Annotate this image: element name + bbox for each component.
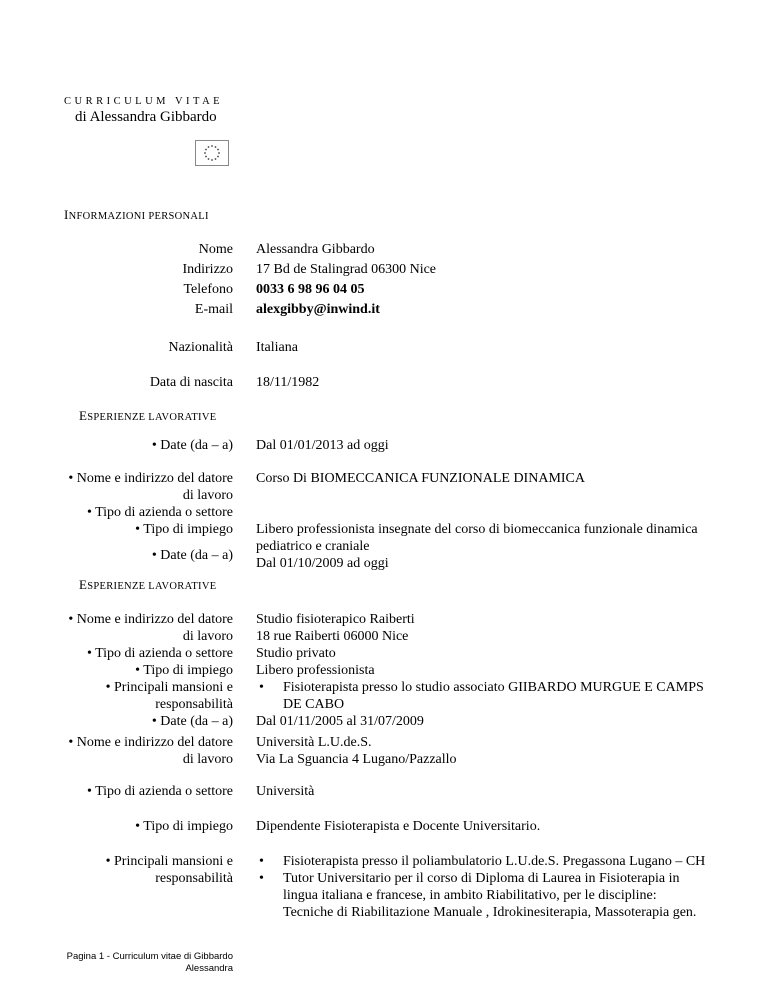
section-personal-heading <box>64 207 209 223</box>
label-date: • Date (da – a) <box>151 438 233 453</box>
label-duties-line1: • Principali mansioni e <box>105 680 233 695</box>
heading-rest: NFORMAZIONI PERSONALI <box>68 211 209 222</box>
label-job-type: • Tipo di impiego <box>135 522 233 537</box>
duty2-line3: Tecniche di Riabilitazione Manuale , Idrokinesiterapia, Massoterapia gen. <box>283 905 697 920</box>
footer-line1: Pagina 1 - Curriculum vitae di Gibbardo <box>66 951 233 962</box>
exp2-labels <box>60 611 233 730</box>
label-date2: • Date (da – a) <box>151 548 233 563</box>
page-footer <box>60 951 233 975</box>
exp3-label-employer <box>60 734 233 768</box>
label-employer-line1: • Nome e indirizzo del datore <box>68 612 233 627</box>
label-date: • Date (da – a) <box>151 714 233 729</box>
duty-item <box>256 679 728 713</box>
exp3-value-job-type: Dipendente Fisioterapista e Docente Universitario. <box>256 819 541 834</box>
label-company-type: • Tipo di azienda o settore <box>86 505 233 520</box>
label-duties-line2: responsabilità <box>155 871 233 886</box>
exp3-label-company-type: • Tipo di azienda o settore <box>86 784 233 799</box>
value-employer-line2: 18 rue Raiberti 06000 Nice <box>256 629 409 644</box>
section-exp1-heading <box>79 408 216 424</box>
label-duties-line2: responsabilità <box>155 697 233 712</box>
cv-title: CURRICULUM VITAE <box>64 96 224 107</box>
duty-item <box>256 853 728 870</box>
value-job-line2: pediatrico e craniale <box>256 539 370 554</box>
label-employer-line1: • Nome e indirizzo del datore <box>68 471 233 486</box>
heading-rest: SPERIENZE LAVORATIVE <box>87 581 217 592</box>
exp3-label-duties <box>60 853 233 887</box>
heading-cap: I <box>64 207 69 222</box>
value-date: Dal 01/01/2013 ad oggi <box>256 438 389 453</box>
label-address: Indirizzo <box>182 262 233 277</box>
value-date2: Dal 01/10/2009 ad oggi <box>256 556 389 571</box>
label-birth: Data di nascita <box>149 375 233 390</box>
exp3-value-company-type: Università <box>256 784 315 799</box>
duty2-line2: lingua italiana e francese, in ambito Riabilitativo, per le discipline: <box>283 888 657 903</box>
exp2-values <box>256 611 728 730</box>
value-nationality: Italiana <box>256 340 298 355</box>
label-company-type: • Tipo di azienda o settore <box>86 646 233 661</box>
exp3-value-employer <box>256 734 728 768</box>
value-job-type: Libero professionista <box>256 663 375 678</box>
heading-cap: E <box>79 408 88 423</box>
value-date: Dal 01/11/2005 al 31/07/2009 <box>256 714 424 729</box>
label-employer-line2: di lavoro <box>182 629 233 644</box>
label-nationality: Nazionalità <box>168 340 233 355</box>
value-employer-line1: Università L.U.de.S. <box>256 735 372 750</box>
label-email: E-mail <box>194 302 233 317</box>
value-birth: 18/11/1982 <box>256 375 320 390</box>
label-employer <box>60 470 233 538</box>
duty-item <box>256 870 728 921</box>
label-employer-line2: di lavoro <box>182 488 233 503</box>
value-employer: Corso Di BIOMECCANICA FUNZIONALE DINAMICA <box>256 471 585 486</box>
exp3-value-duties <box>256 853 728 921</box>
heading-rest: SPERIENZE LAVORATIVE <box>87 412 217 423</box>
eu-flag-icon <box>195 140 229 166</box>
value-name: Alessandra Gibbardo <box>256 242 375 257</box>
eu-stars-icon <box>196 141 228 165</box>
value-email: alexgibby@inwind.it <box>256 302 380 317</box>
value-phone: 0033 6 98 96 04 05 <box>256 282 365 297</box>
value-address: 17 Bd de Stalingrad 06300 Nice <box>256 262 437 277</box>
footer-line2: Alessandra <box>185 963 233 974</box>
label-phone: Telefono <box>183 282 233 297</box>
duty-line1: • Fisioterapista presso lo studio associato GIIBARDO MURGUE E CAMPS <box>283 680 704 695</box>
value-job-line1: Libero professionista insegnate del corso di biomeccanica funzionale dinamica <box>256 522 698 537</box>
label-duties-line1: • Principali mansioni e <box>105 854 233 869</box>
label-job-type: • Tipo di impiego <box>135 663 233 678</box>
heading-cap: E <box>79 577 88 592</box>
duty1: • Fisioterapista presso il poliambulatorio L.U.de.S. Pregassona Lugano – CH <box>283 854 706 869</box>
value-employer-line2: Via La Sguancia 4 Lugano/Pazzallo <box>256 752 457 767</box>
exp3-label-job-type: • Tipo di impiego <box>135 819 233 834</box>
value-employer-line1: Studio fisioterapico Raiberti <box>256 612 415 627</box>
label-name: Nome <box>198 242 233 257</box>
label-employer-line1: • Nome e indirizzo del datore <box>68 735 233 750</box>
section-exp2-heading <box>79 577 216 593</box>
duty-line2: DE CABO <box>283 697 345 712</box>
label-employer-line2: di lavoro <box>182 752 233 767</box>
duty2-line1: • Tutor Universitario per il corso di Diploma di Laurea in Fisioterapia in <box>283 871 680 886</box>
value-job-type <box>256 521 728 572</box>
value-company-type: Studio privato <box>256 646 336 661</box>
cv-subtitle: di Alessandra Gibbardo <box>75 109 217 125</box>
